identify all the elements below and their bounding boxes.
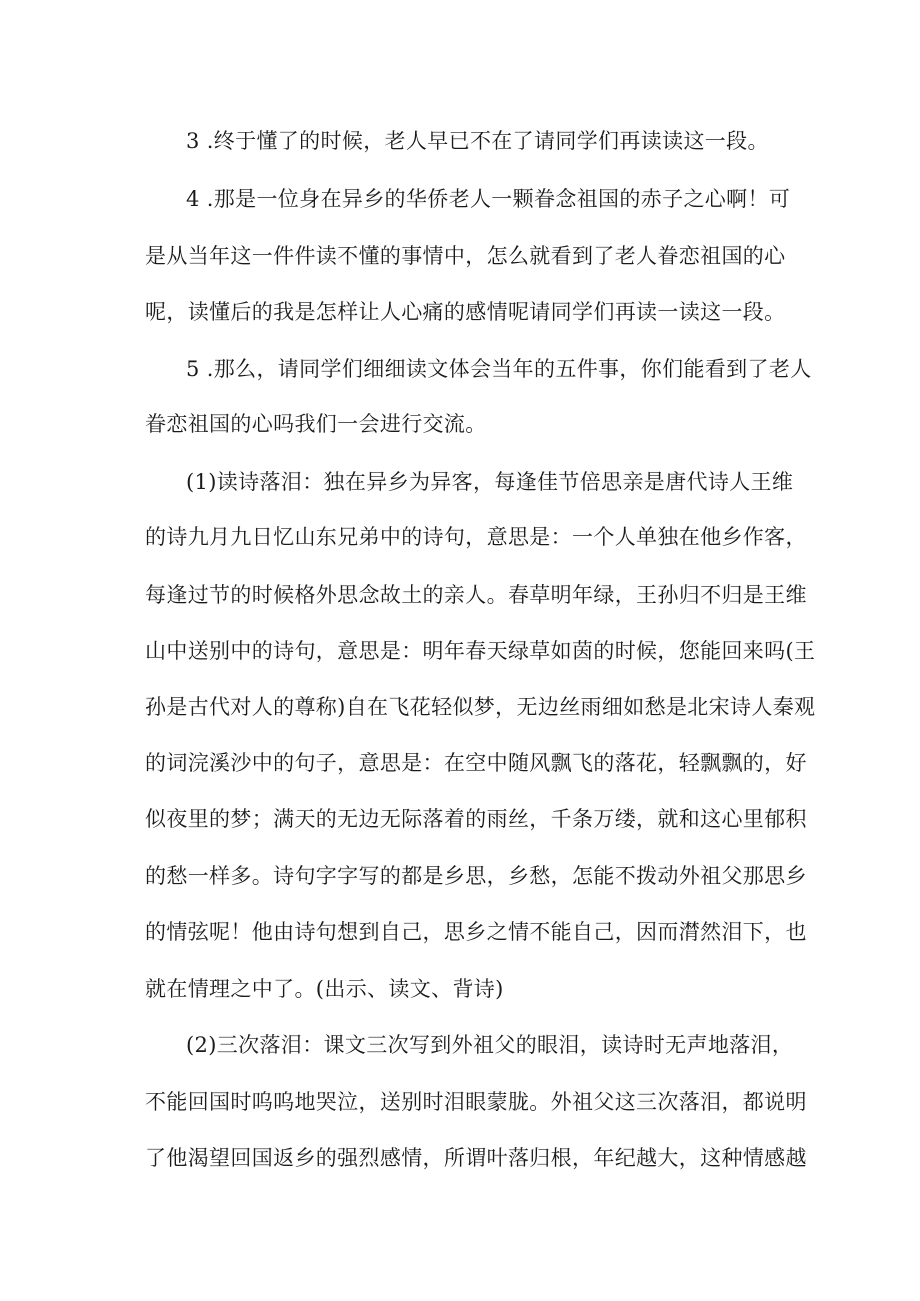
item-2-line-1: (2)三次落泪：课文三次写到外祖父的眼泪，读诗时无声地落泪， — [186, 1033, 794, 1057]
item-1-line-4: 山中送别中的诗句，意思是：明年春天绿草如茵的时候，您能回来吗(王 — [145, 639, 816, 663]
item-2-line-2: 不能回国时呜呜地哭泣，送别时泪眼蒙胧。外祖父这三次落泪，都说明 — [145, 1090, 807, 1114]
paragraph-4-line-3: 呢，读懂后的我是怎样让人心痛的感情呢请同学们再读一读这一段。 — [145, 300, 786, 324]
item-1-line-7: 似夜里的梦；满天的无边无际落着的雨丝，千条万缕，就和这心里郁积 — [145, 807, 807, 831]
item-2-line-3: 了他渴望回国返乡的强烈感情，所谓叶落归根，年纪越大，这种情感越 — [145, 1146, 807, 1170]
item-1-line-9: 的情弦呢！他由诗句想到自己，思乡之情不能自己，因而潸然泪下，也 — [145, 920, 807, 944]
item-1-line-10: 就在情理之中了。(出示、读文、背诗) — [145, 977, 504, 1001]
paragraph-4-line-2: 是从当年这一件件读不懂的事情中，怎么就看到了老人眷恋祖国的心 — [145, 244, 786, 268]
paragraph-4-line-1: 4 .那是一位身在异乡的华侨老人一颗眷念祖国的赤子之心啊！可 — [186, 187, 791, 211]
item-1-line-2: 的诗九月九日忆山东兄弟中的诗句，意思是：一个人单独在他乡作客， — [145, 525, 807, 549]
paragraph-3-line-1: 3 .终于懂了的时候，老人早已不在了请同学们再读读这一段。 — [186, 129, 769, 153]
item-1-line-1: (1)读诗落泪：独在异乡为异客，每逢佳节倍思亲是唐代诗人王维 — [186, 470, 794, 494]
item-1-line-5: 孙是古代对人的尊称)自在飞花轻似梦，无边丝雨细如愁是北宋诗人秦观 — [145, 695, 816, 719]
paragraph-5-line-2: 眷恋祖国的心吗我们一会进行交流。 — [145, 412, 487, 436]
item-1-line-3: 每逢过节的时候格外思念故土的亲人。春草明年绿，王孙归不归是王维 — [145, 583, 807, 607]
item-1-line-6: 的词浣溪沙中的句子，意思是：在空中随风飘飞的落花，轻飘飘的，好 — [145, 751, 807, 775]
paragraph-5-line-1: 5 .那么，请同学们细细读文体会当年的五件事，你们能看到了老人 — [186, 357, 812, 381]
item-1-line-8: 的愁一样多。诗句字字写的都是乡思，乡愁，怎能不拨动外祖父那思乡 — [145, 864, 807, 888]
